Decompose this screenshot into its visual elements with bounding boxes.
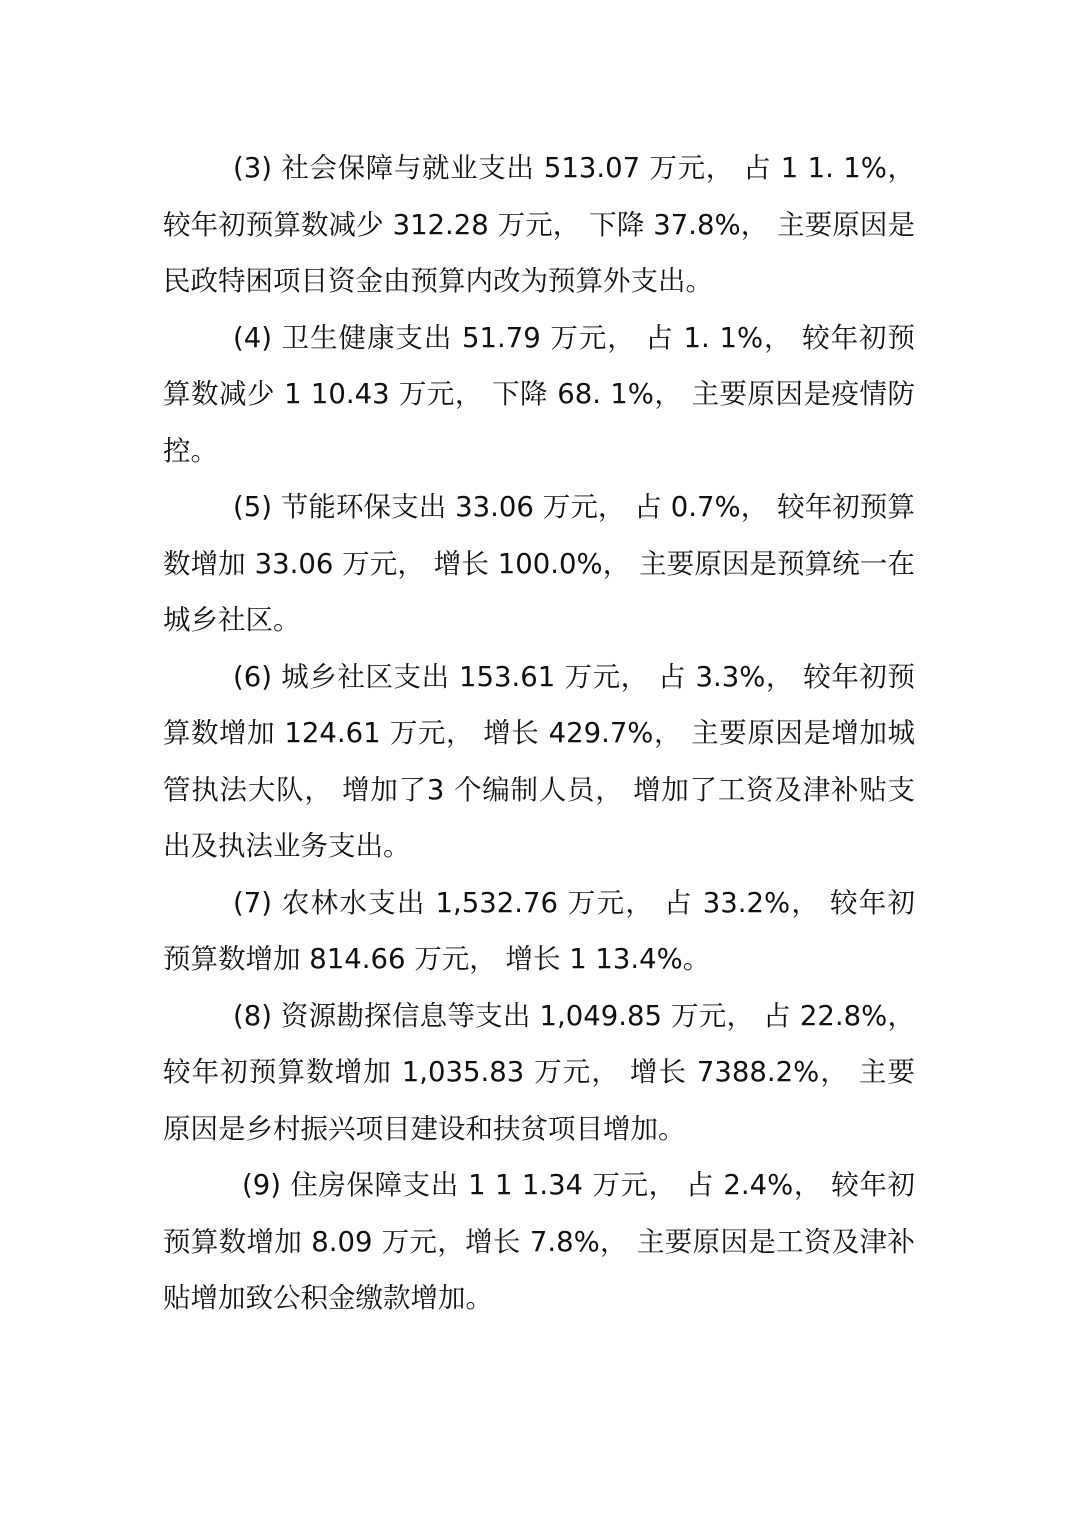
paragraph-urban-rural-community: (6) 城乡社区支出 153.61 万元， 占 3.3%， 较年初预算数增加 124.61 万元， 增长 429.7%， 主要原因是增加城管执法大队， 增加了3 个编制人员， 增加了工资及津补贴支出及执法业务支出。 xyxy=(163,660,915,862)
paragraph-health: (4) 卫生健康支出 51.79 万元， 占 1. 1%， 较年初预算数减少 1 10.43 万元， 下降 68. 1%， 主要原因是疫情防控。 xyxy=(163,321,915,467)
paragraph-agriculture-forestry-water: (7) 农林水支出 1,532.76 万元， 占 33.2%， 较年初预算数增加 814.66 万元， 增长 1 13.4%。 xyxy=(163,886,915,975)
paragraph-social-security: (3) 社会保障与就业支出 513.07 万元， 占 1 1. 1%， 较年初预算数减少 312.28 万元， 下降 37.8%， 主要原因是民政特困项目资金由预算内改为预算外支出。 xyxy=(163,152,915,297)
paragraph-housing-security: (9) 住房保障支出 1 1 1.34 万元， 占 2.4%， 较年初预算数增加 8.09 万元，增长 7.8%， 主要原因是工资及津补贴增加致公积金缴款增加。 xyxy=(163,1169,915,1314)
paragraph-energy-environment: (5) 节能环保支出 33.06 万元， 占 0.7%， 较年初预算数增加 33.06 万元， 增长 100.0%， 主要原因是预算统一在城乡社区。 xyxy=(163,491,915,636)
paragraph-resource-exploration: (8) 资源勘探信息等支出 1,049.85 万元， 占 22.8%， 较年初预算数增加 1,035.83 万元， 增长 7388.2%， 主要原因是乡村振兴项目建设和扶贫项目增加。 xyxy=(163,999,915,1145)
document-body xyxy=(163,140,915,1327)
